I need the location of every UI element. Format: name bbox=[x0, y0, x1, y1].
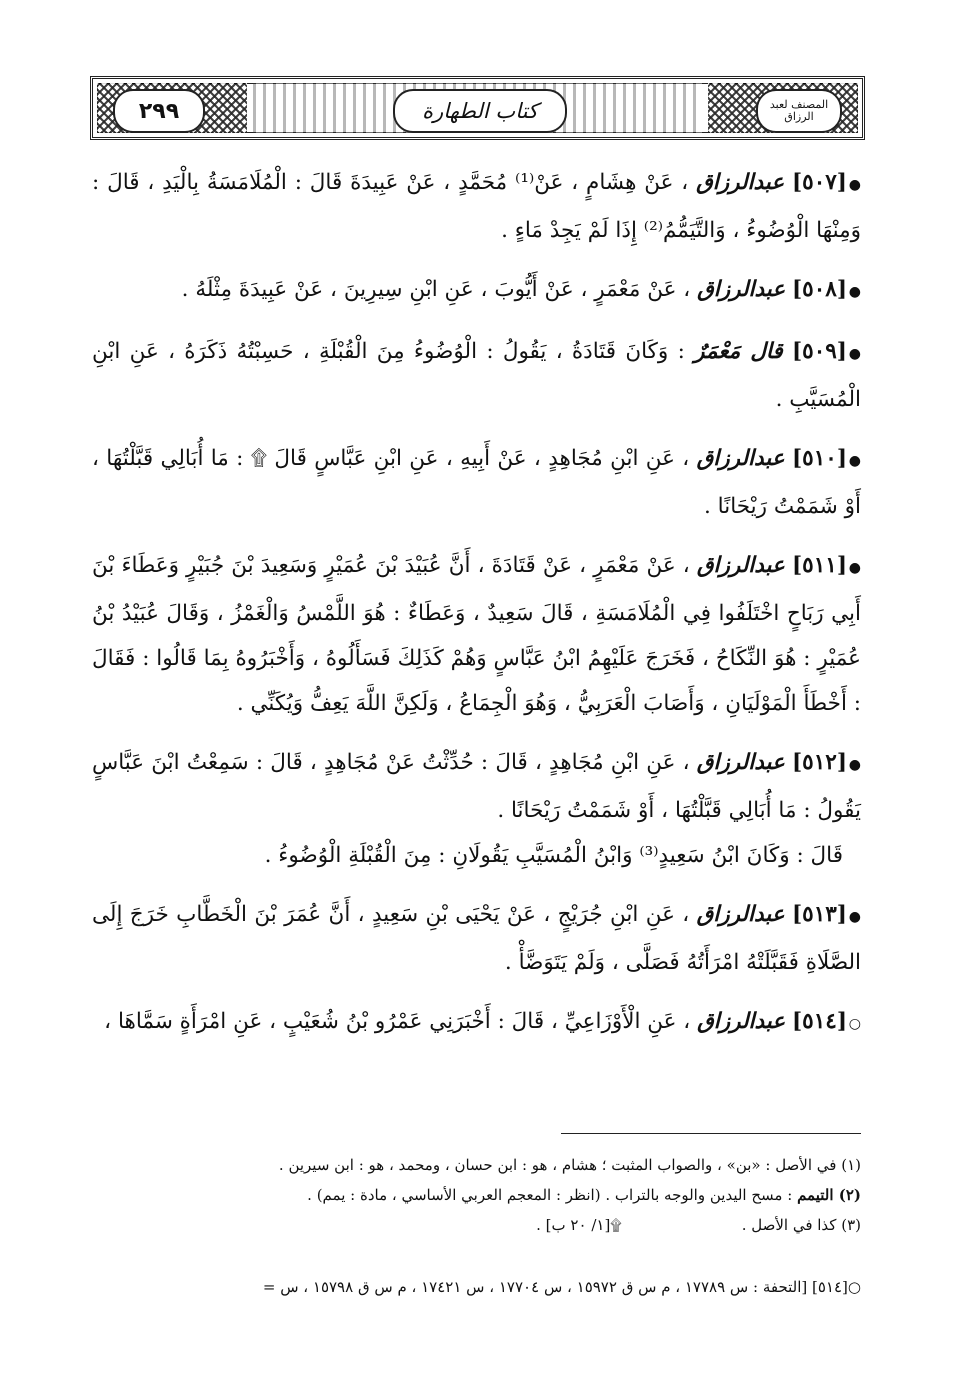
entry-number: [٥٠٧] bbox=[791, 170, 847, 195]
entry-text: ، عَنِ ابْنِ مُجَاهِدٍ ، عَنْ أَبِيهِ ، عَنِ ابْنِ عَبَّاسٍ قَالَ ۩ : مَا أُبَالِي قَبَّلْتُهَا ، أَوْ شَمَمْتُ رَيْحَانًا . bbox=[92, 446, 861, 519]
entry-text: ، عَنْ مَعْمَرٍ ، عَنْ أَيُّوبَ ، عَنِ ابْنِ سِيرِينَ ، عَنْ عَبِيدَةَ مِثْلَهُ . bbox=[181, 277, 691, 302]
entry-marker: ● bbox=[848, 909, 861, 925]
entry-marker: ○ bbox=[848, 1016, 861, 1032]
entry-number: [٥١٢] bbox=[791, 750, 847, 775]
entry-number: [٥٠٨] bbox=[791, 277, 847, 302]
entry-marker: ● bbox=[848, 284, 861, 300]
entry-number: [٥١٠] bbox=[791, 446, 847, 471]
entry-author: قال مَعْمَرٌ bbox=[694, 339, 783, 364]
footnote-2-label: (٢) التيمم bbox=[797, 1186, 861, 1204]
entry-marker: ● bbox=[848, 346, 861, 362]
entry-text: ، عَنْ مَعْمَرٍ ، عَنْ قَتَادَةَ ، أَنَّ عُبَيْدَ بْنَ عُمَيْرٍ وَسَعِيدَ بْنَ جُبَيْرٍ وَعَطَاءَ بْنَ أَبِي رَبَاحٍ اخْتَلَفُوا فِي الْمُلَامَسَةِ ، قَالَ سَعِيدٌ ، وَعَطَاءٌ : هُوَ اللَّمْسُ وَالْغَمْزُ ، وَقَالَ عُبَيْدُ بْنُ عُمَيْرٍ : هُوَ النِّكَاحُ ، فَخَرَجَ عَلَيْهِمُ ابْنُ عَبَّاسٍ وَهُمْ كَذَلِكَ فَسَأَلُوهُ ، وَأَخْبَرُوهُ بِمَا قَالُوا : فَقَالَ : أَخْطَأَ الْمَوْلَيَانِ ، وَأَصَابَ الْعَرَبِيُّ ، وَهُوَ الْجِمَاعُ ، وَلَكِنَّ اللَّهَ يَعِفُّ وَيُكَنِّي . bbox=[92, 553, 861, 716]
hadith-continuation bbox=[92, 833, 861, 892]
hadith-entry bbox=[92, 267, 861, 329]
folio-reference: ۩[١/ ٢٠ ب] . bbox=[536, 1216, 622, 1234]
entry-text: ، عَنِ ابْنِ مُجَاهِدٍ ، قَالَ : حُدِّثْتُ عَنْ مُجَاهِدٍ ، قَالَ : سَمِعْتُ ابْنَ عَبَّاسٍ يَقُولُ : مَا أُبَالِي قَبَّلْتُهَا ، أَوْ شَمَمْتُ رَيْحَانًا . bbox=[92, 750, 861, 823]
entry-number: [٥١٣] bbox=[791, 902, 847, 927]
entry-number: [٥١٤] bbox=[791, 1009, 847, 1034]
entry-text: ، عَنْ هِشَامٍ ، عَنْ⁽¹⁾ مُحَمَّدٍ ، عَنْ عَبِيدَةَ قَالَ : الْمُلَامَسَةُ بِالْيَدِ ، قَالَ : وَمِنْهَا الْوُضُوءُ ، وَالتَّيَمُّمُ⁽²⁾ إِذَا لَمْ يَجِدْ مَاءٍ . bbox=[92, 170, 861, 243]
entry-marker: ● bbox=[848, 757, 861, 773]
entry-marker: ● bbox=[848, 453, 861, 469]
footnotes bbox=[92, 1150, 861, 1240]
hadith-entry bbox=[92, 543, 861, 740]
page-header-band bbox=[90, 76, 865, 140]
page-number: ٢٩٩ bbox=[113, 89, 205, 133]
entry-author: عبدالرزاق bbox=[696, 750, 785, 775]
entry-author: عبدالرزاق bbox=[696, 902, 785, 927]
footnote-1: (١) في الأصل : «بن» ، والصواب المثبت ؛ هشام ، هو : ابن حسان ، ومحمد ، هو : ابن سيرين . bbox=[278, 1156, 861, 1174]
entry-author: عبدالرزاق bbox=[697, 1009, 786, 1034]
footnote-separator bbox=[561, 1133, 861, 1134]
entry-author: عبدالرزاق bbox=[696, 553, 785, 578]
entry-marker: ● bbox=[848, 560, 862, 576]
book-title: كتاب الطهارة bbox=[393, 89, 567, 133]
entry-marker: ● bbox=[848, 177, 861, 193]
footnote-row bbox=[92, 1210, 861, 1240]
entry-author: عبدالرزاق bbox=[696, 446, 785, 471]
hadith-entry bbox=[92, 740, 861, 833]
entry-number: [٥١١] bbox=[791, 553, 848, 578]
entry-text: ، عَنِ الْأَوْزَاعِيِّ ، قَالَ : أَخْبَرَنِي عَمْرُو بْنُ شُعَيْبٍ ، عَنِ امْرَأَةٍ سَمَّاهَا ، bbox=[104, 1009, 691, 1034]
hadith-entry bbox=[92, 160, 861, 267]
hadith-list bbox=[92, 160, 861, 1061]
entry-number: [٥٠٩] bbox=[791, 339, 847, 364]
hadith-entry bbox=[92, 999, 861, 1061]
entry-text: قَالَ : وَكَانَ ابْنُ سَعِيدٍ⁽³⁾ وَابْنُ الْمُسَيَّبِ يَقُولَانِ : مِنَ الْقُبْلَةِ الْوُضُوءُ . bbox=[264, 843, 843, 868]
entry-author: عبدالرزاق bbox=[696, 170, 785, 195]
entry-text: ، عَنِ ابْنِ جُرَيْجٍ ، عَنْ يَحْيَى بْنِ سَعِيدٍ ، أَنَّ عُمَرَ بْنَ الْخَطَّابِ خَرَجَ إِلَى الصَّلَاةِ فَقَبَّلَتْهُ امْرَأَتُهُ فَصَلَّى ، وَلَمْ يَتَوَضَّأْ . bbox=[92, 902, 861, 975]
hadith-entry bbox=[92, 329, 861, 436]
tuhfa-reference: ○[٥١٤] [التحفة : س ١٧٧٨٩ ، م س ق ١٥٩٧٢ ، س ١٧٧٠٤ ، س ١٧٤٢١ ، م س ق ١٥٧٩٨ ، س = bbox=[262, 1278, 861, 1296]
footnote-2 bbox=[92, 1180, 861, 1210]
footnote-3: (٣) كذا في الأصل . bbox=[741, 1216, 861, 1234]
entry-text: : وَكَانَ قَتَادَةُ ، يَقُولُ : الْوُضُوءُ مِنَ الْقُبْلَةِ ، حَسِبْتُهُ ذَكَرَهُ ، عَنِ ابْنِ الْمُسَيَّبِ . bbox=[92, 339, 861, 412]
footnote-2-text: : مسح اليدين والوجه بالتراب . (انظر : المعجم العربي الأساسي ، مادة : يمم) . bbox=[307, 1186, 793, 1204]
series-logo: المصنف لعبد الرزاق bbox=[756, 89, 842, 133]
hadith-entry bbox=[92, 892, 861, 999]
entry-author: عبدالرزاق bbox=[697, 277, 786, 302]
hadith-entry bbox=[92, 436, 861, 543]
